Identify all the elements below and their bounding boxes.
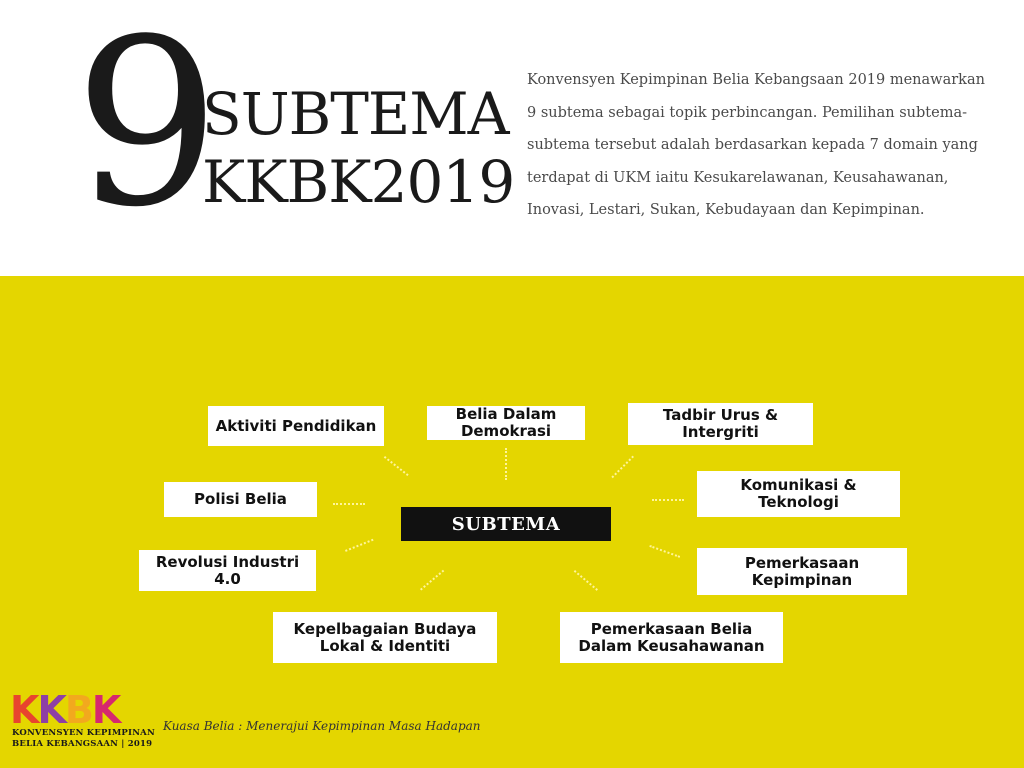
subtheme-kepelbagaian-budaya: Kepelbagaian Budaya Lokal & Identiti: [273, 612, 497, 663]
logo-letter-k2: K: [37, 688, 65, 732]
subtheme-komunikasi-teknologi: Komunikasi & Teknologi: [697, 471, 900, 517]
kkbk-logo: [10, 690, 160, 760]
subtheme-tadbir-urus-intergriti: Tadbir Urus & Intergriti: [628, 403, 813, 445]
logo-letter-k1: K: [10, 688, 38, 732]
logo-text-line1: KONVENSYEN KEPIMPINAN: [12, 728, 155, 738]
header-section: [0, 0, 1024, 276]
connector-line: [652, 499, 684, 501]
title-kkbk2019: KKBK2019: [202, 148, 515, 216]
logo-text-line2: BELIA KEBANGSAAN | 2019: [12, 739, 153, 749]
center-subtema-box: SUBTEMA: [401, 507, 611, 541]
subtheme-pemerkasaan-belia-keusahawanan: Pemerkasaan Belia Dalam Keusahawanan: [560, 612, 783, 663]
logo-letter-k3: K: [91, 688, 120, 732]
tagline: Kuasa Belia : Menerajui Kepimpinan Masa Hadapan: [163, 719, 481, 733]
subtheme-revolusi-industri: Revolusi Industri 4.0: [139, 550, 316, 591]
logo-letter-b: B: [64, 688, 92, 732]
subtheme-belia-dalam-demokrasi: Belia Dalam Demokrasi: [427, 406, 585, 440]
connector-line: [333, 503, 365, 505]
subtheme-pemerkasaan-kepimpinan: Pemerkasaan Kepimpinan: [697, 548, 907, 595]
intro-paragraph: Konvensyen Kepimpinan Belia Kebangsaan 2019 menawarkan 9 subtema sebagai topik perbincangan. Pemilihan subtema-subtema tersebut adalah berdasarkan kepada 7 domain yang terdapat di UKM iaitu Kesukarelawanan, Keusahawanan, Inovasi, Lestari, Sukan, Kebudayaan dan Kepimpinan.: [527, 72, 985, 218]
big-number: 9: [74, 0, 217, 258]
subtheme-polisi-belia: Polisi Belia: [164, 482, 317, 517]
title-subtema: SUBTEMA: [202, 80, 509, 148]
connector-line: [505, 448, 507, 480]
logo-letters: [10, 690, 119, 730]
subtheme-aktiviti-pendidikan: Aktiviti Pendidikan: [208, 406, 384, 446]
